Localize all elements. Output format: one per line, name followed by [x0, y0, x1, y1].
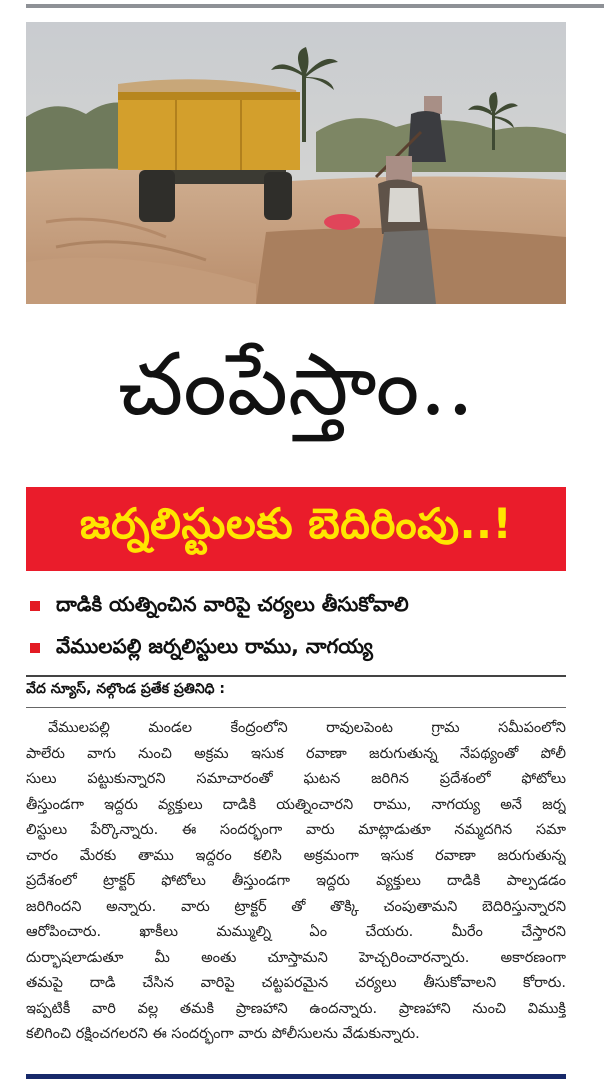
separator	[26, 707, 566, 708]
top-rule	[26, 4, 604, 8]
separator	[26, 675, 566, 677]
body-line: లిస్టులు పేర్కొన్నారు. ఈ సందర్భంగా వారు మాట్లాడుతూ నమ్మదగిన సమా	[26, 822, 566, 838]
body-line: వేములపల్లి మండల కేంద్రంలోని రావులపెంట గ్రామ సమీపంలోని	[48, 720, 566, 736]
news-photo	[26, 22, 566, 304]
body-line: తమపై దాడి చేసిన వారిపై చట్టపరమైన చర్యలు తీసుకోవాలని కోరారు.	[26, 975, 566, 991]
bullet-square-icon	[30, 601, 40, 611]
body-line: తీస్తుండగా ఇద్దరు వ్యక్తులు దాడికి యత్నించారని రాము, నాగయ్య అనే జర్న	[26, 796, 566, 813]
body-line: సులు పట్టుకున్నారని సమాచారంతో ఘటన జరిగిన ప్రదేశంలో ఫోటోలు	[26, 771, 566, 787]
article-body	[26, 716, 566, 1048]
body-line: చారం మేరకు తాము ఇద్దరం కలిసి అక్రమంగా ఇసుక రవాణా జరుగుతున్న	[26, 847, 566, 864]
subheadline: జర్నలిస్టులకు బెదిరింపు..!	[79, 499, 513, 548]
bullet-square-icon	[30, 643, 40, 653]
bullet-point	[26, 631, 373, 665]
bullet-text: వేములపల్లి జర్నలిస్టులు రాము, నాగయ్య	[56, 633, 373, 658]
bottom-rule	[26, 1074, 566, 1079]
body-line: దుర్భాషలాడుతూ మీ అంతు చూస్తామని హెచ్చరించారన్నారు. అకారణంగా	[26, 949, 566, 966]
bullet-point	[26, 589, 409, 623]
body-line: కలిగించి రక్షించగలరని ఈ సందర్భంగా వారు పోలీసులను వేడుకున్నారు.	[26, 1026, 420, 1042]
bullet-text: దాడికి యత్నించిన వారిపై చర్యలు తీసుకోవాలి	[56, 591, 409, 616]
body-line: జరిగిందని అన్నారు. వారు ట్రాక్టర్ తో తొక్కి చంపుతామని బెదిరిస్తున్నారని	[26, 898, 566, 915]
body-line: ఆరోపించారు. ఖాకీలు మమ్ముల్ని ఏం చేయరు. మీరేం చేస్తారని	[26, 924, 566, 940]
byline: వేద న్యూస్, నల్గొండ ప్రతేక ప్రతినిధి :	[26, 681, 226, 697]
headline: చంపేస్తాం..	[117, 335, 475, 435]
subheadline-banner	[26, 487, 566, 571]
body-line: పాలేరు వాగు నుంచి అక్రమ ఇసుక రవాణా జరుగుతున్న నేపథ్యంతో పోలీ	[26, 745, 566, 762]
body-line: ఇప్పటికీ వారి వల్ల తమకి ప్రాణహాని ఉందన్నారు. ప్రాణహాని నుంచి విముక్తి	[26, 1000, 566, 1017]
body-line: ప్రదేశంలో ట్రాక్టర్ ఫోటోలు తీస్తుండగా ఇద్దరు వ్యక్తులు దాడికి పాల్పడడం	[26, 873, 566, 889]
